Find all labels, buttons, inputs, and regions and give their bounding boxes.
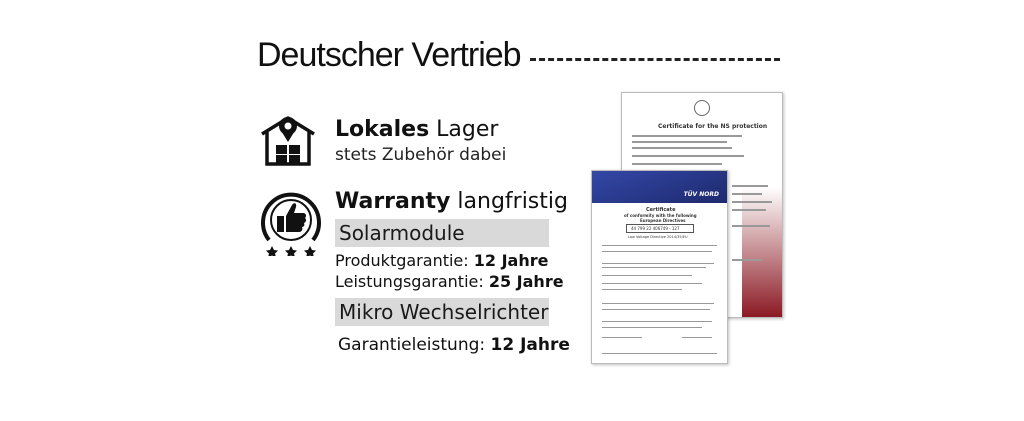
garantie-value: 12 Jahre: [490, 335, 570, 355]
garantie-label: Garantieleistung:: [338, 335, 486, 355]
warehouse-pin-icon: [260, 112, 316, 166]
mikro-band: Mikro Wechselrichter: [335, 298, 549, 326]
warranty-title-bold: Warranty: [335, 189, 451, 214]
tuv-header-bar: [592, 171, 727, 203]
page-title: Deutscher Vertrieb: [257, 36, 521, 74]
tuv-cert-line2: European Directives: [640, 218, 686, 223]
leistung-line: [335, 272, 564, 291]
garantie-line: [338, 335, 570, 355]
tuv-certificate: [591, 170, 728, 364]
lager-title-rest: Lager: [436, 117, 499, 142]
thumbs-up-stars-icon: [259, 190, 323, 256]
produkt-line: [335, 251, 548, 270]
warranty-title-rest: langfristig: [457, 189, 568, 214]
cert-red-stripe: [742, 187, 782, 317]
lager-title: [335, 117, 498, 142]
tuv-cert-number: 44 799 22 406749 - 127: [631, 226, 680, 231]
produkt-label: Produktgarantie:: [335, 251, 469, 270]
tuv-directive: Low Voltage Directive 2014/35/EU: [628, 235, 688, 239]
tuv-cert-line1: of conformity with the following: [624, 213, 697, 218]
cert-logo-icon: [694, 100, 710, 116]
lager-title-bold: Lokales: [335, 117, 430, 142]
warranty-title: [335, 189, 568, 214]
ns-cert-title: Certificate for the NS protection: [658, 123, 768, 130]
tuv-cert-title: Certificate: [646, 207, 676, 213]
lager-subtitle: stets Zubehör dabei: [335, 145, 507, 165]
produkt-value: 12 Jahre: [473, 251, 549, 270]
tuv-cert-number-box: [626, 224, 694, 233]
title-dash-line: [530, 58, 780, 61]
leistung-label: Leistungsgarantie:: [335, 272, 484, 291]
solar-band: Solarmodule: [335, 219, 549, 247]
tuv-brand: TÜV NORD: [683, 191, 719, 198]
leistung-value: 25 Jahre: [488, 272, 564, 291]
